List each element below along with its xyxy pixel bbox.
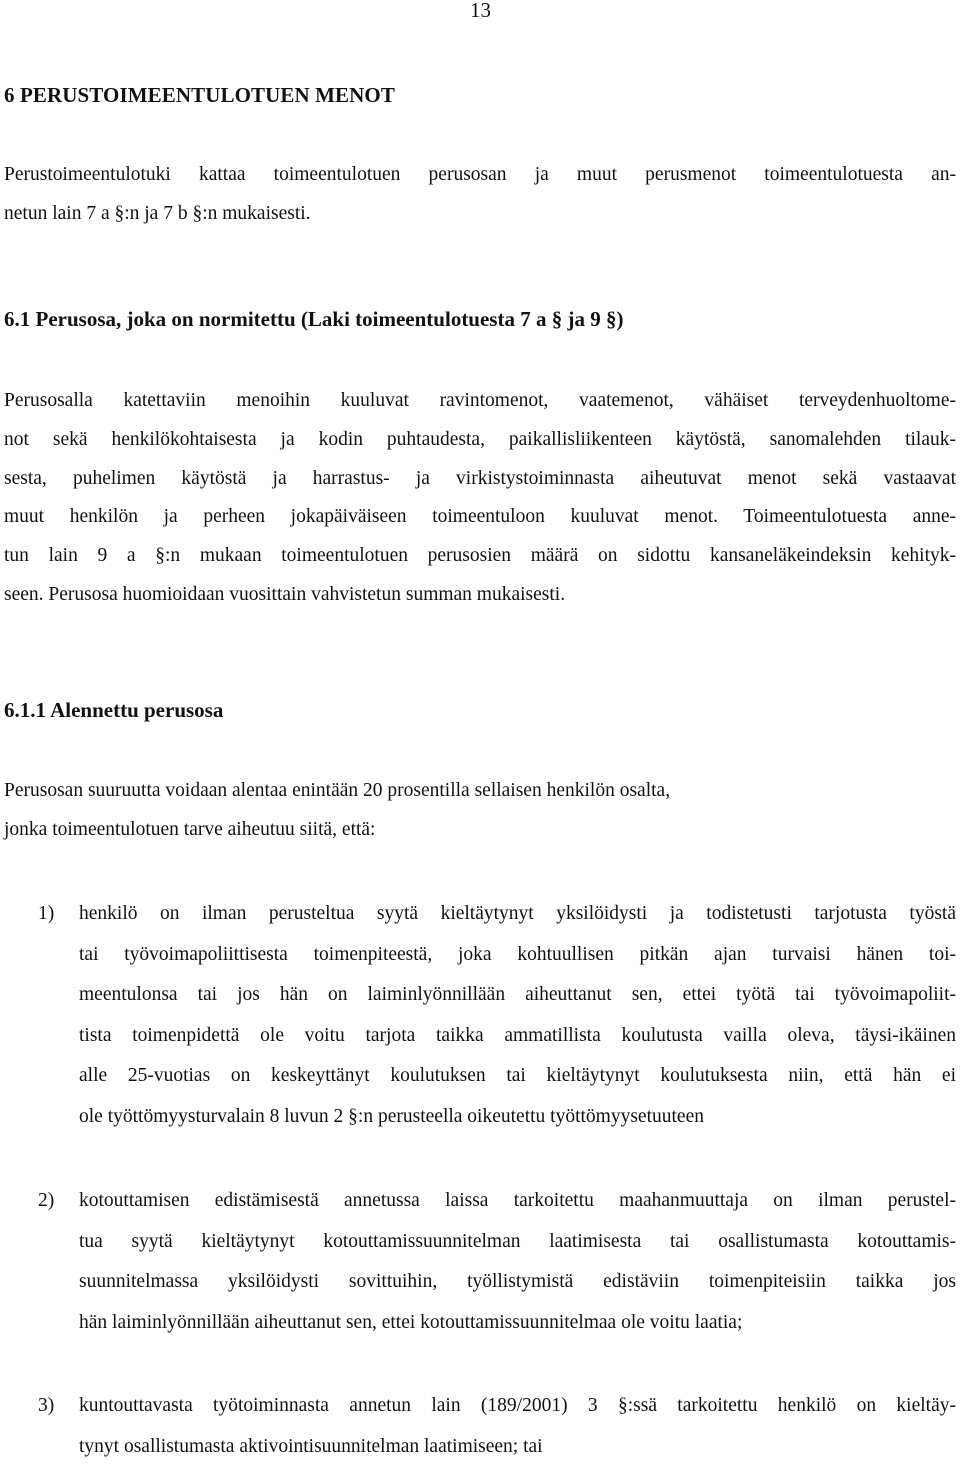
paragraph-line: Perusosan suuruutta voidaan alentaa enintään 20 prosentilla sellaisen henkilön osalta,	[4, 780, 671, 801]
list-line: tua syytä kieltäytynyt kotouttamissuunnitelman laatimisesta tai osallistumasta kotouttamis-	[79, 1230, 956, 1252]
page-number: 13	[470, 0, 491, 22]
list-line: hän laiminlyönnillään aiheuttanut sen, ettei kotouttamissuunnitelmaa ole voitu laatia;	[79, 1311, 743, 1333]
paragraph-line: jonka toimeentulotuen tarve aiheutuu siitä, että:	[4, 818, 376, 840]
list-line: henkilö on ilman perusteltua syytä kieltäytynyt yksilöidysti ja todistetusti tarjotusta työstä	[79, 903, 956, 924]
main-heading: 6 PERUSTOIMEENTULOTUEN MENOT	[4, 83, 395, 107]
section-6-1-1-heading: 6.1.1 Alennettu perusosa	[4, 698, 224, 722]
list-item-body	[79, 894, 956, 1138]
intro-line: Perustoimeentulotuki kattaa toimeentulotuen perusosan ja muut perusmenot toimeentulotuesta an-	[4, 164, 956, 185]
intro-line: netun lain 7 a §:n ja 7 b §:n mukaisesti.	[4, 202, 311, 224]
list-line: kotouttamisen edistämisestä annetussa laissa tarkoitettu maahanmuuttaja on ilman perustel-	[79, 1190, 956, 1211]
list-line: kuntouttavasta työtoiminnasta annetun lain (189/2001) 3 §:ssä tarkoitettu henkilö on kieltäy-	[79, 1395, 956, 1416]
paragraph-line: tun lain 9 a §:n mukaan toimeentulotuen perusosien määrä on sidottu kansaneläkeindeksin kehityk-	[4, 545, 956, 567]
list-line: meentulonsa tai jos hän on laiminlyönnillään aiheuttanut sen, ettei työtä tai työvoimapoliit-	[79, 984, 956, 1006]
list-line: tai työvoimapoliittisesta toimenpiteestä, joka kohtuullisen pitkän ajan turvaisi hänen toi-	[79, 943, 956, 965]
list-line: alle 25-vuotias on keskeyttänyt koulutuksen tai kieltäytynyt koulutuksesta niin, että hän ei	[79, 1065, 956, 1087]
list-line: tynyt osallistumasta aktivointisuunnitelman laatimiseen; tai	[79, 1435, 543, 1457]
list-number: 2)	[38, 1190, 55, 1211]
list-item-body	[79, 1386, 956, 1467]
list-number: 1)	[38, 903, 55, 924]
list-line: ole työttömyysturvalain 8 luvun 2 §:n perusteella oikeutettu työttömyysetuuteen	[79, 1105, 704, 1127]
intro-paragraph	[4, 156, 956, 234]
list-line: tista toimenpidettä ole voitu tarjota taikka ammatillista koulutusta vailla oleva, täysi-ikäinen	[79, 1024, 956, 1046]
section-6-1-paragraph	[4, 382, 956, 615]
list-item-body	[79, 1181, 956, 1343]
list-line: suunnitelmassa yksilöidysti sovittuihin, työllistymistä edistäviin toimenpiteisiin taikka jos	[79, 1271, 956, 1293]
paragraph-line: Perusosalla katettaviin menoihin kuuluvat ravintomenot, vaatemenot, vähäiset terveydenhuoltome-	[4, 390, 956, 411]
paragraph-line: muut henkilön ja perheen jokapäiväiseen toimeentuloon kuuluvat menot. Toimeentulotuesta anne-	[4, 506, 956, 528]
paragraph-line: not sekä henkilökohtaisesta ja kodin puhtaudesta, paikallisliikenteen käytöstä, sanomalehden tilauk-	[4, 428, 956, 450]
paragraph-line: sesta, puhelimen käytöstä ja harrastus- ja virkistystoiminnasta aiheutuvat menot sekä vastaavat	[4, 467, 956, 489]
list-number: 3)	[38, 1395, 55, 1416]
paragraph-line: seen. Perusosa huomioidaan vuosittain vahvistetun summan mukaisesti.	[4, 583, 566, 605]
section-6-1-heading: 6.1 Perusosa, joka on normitettu (Laki toimeentulotuesta 7 a § ja 9 §)	[4, 307, 624, 331]
section-6-1-1-paragraph	[4, 772, 956, 850]
